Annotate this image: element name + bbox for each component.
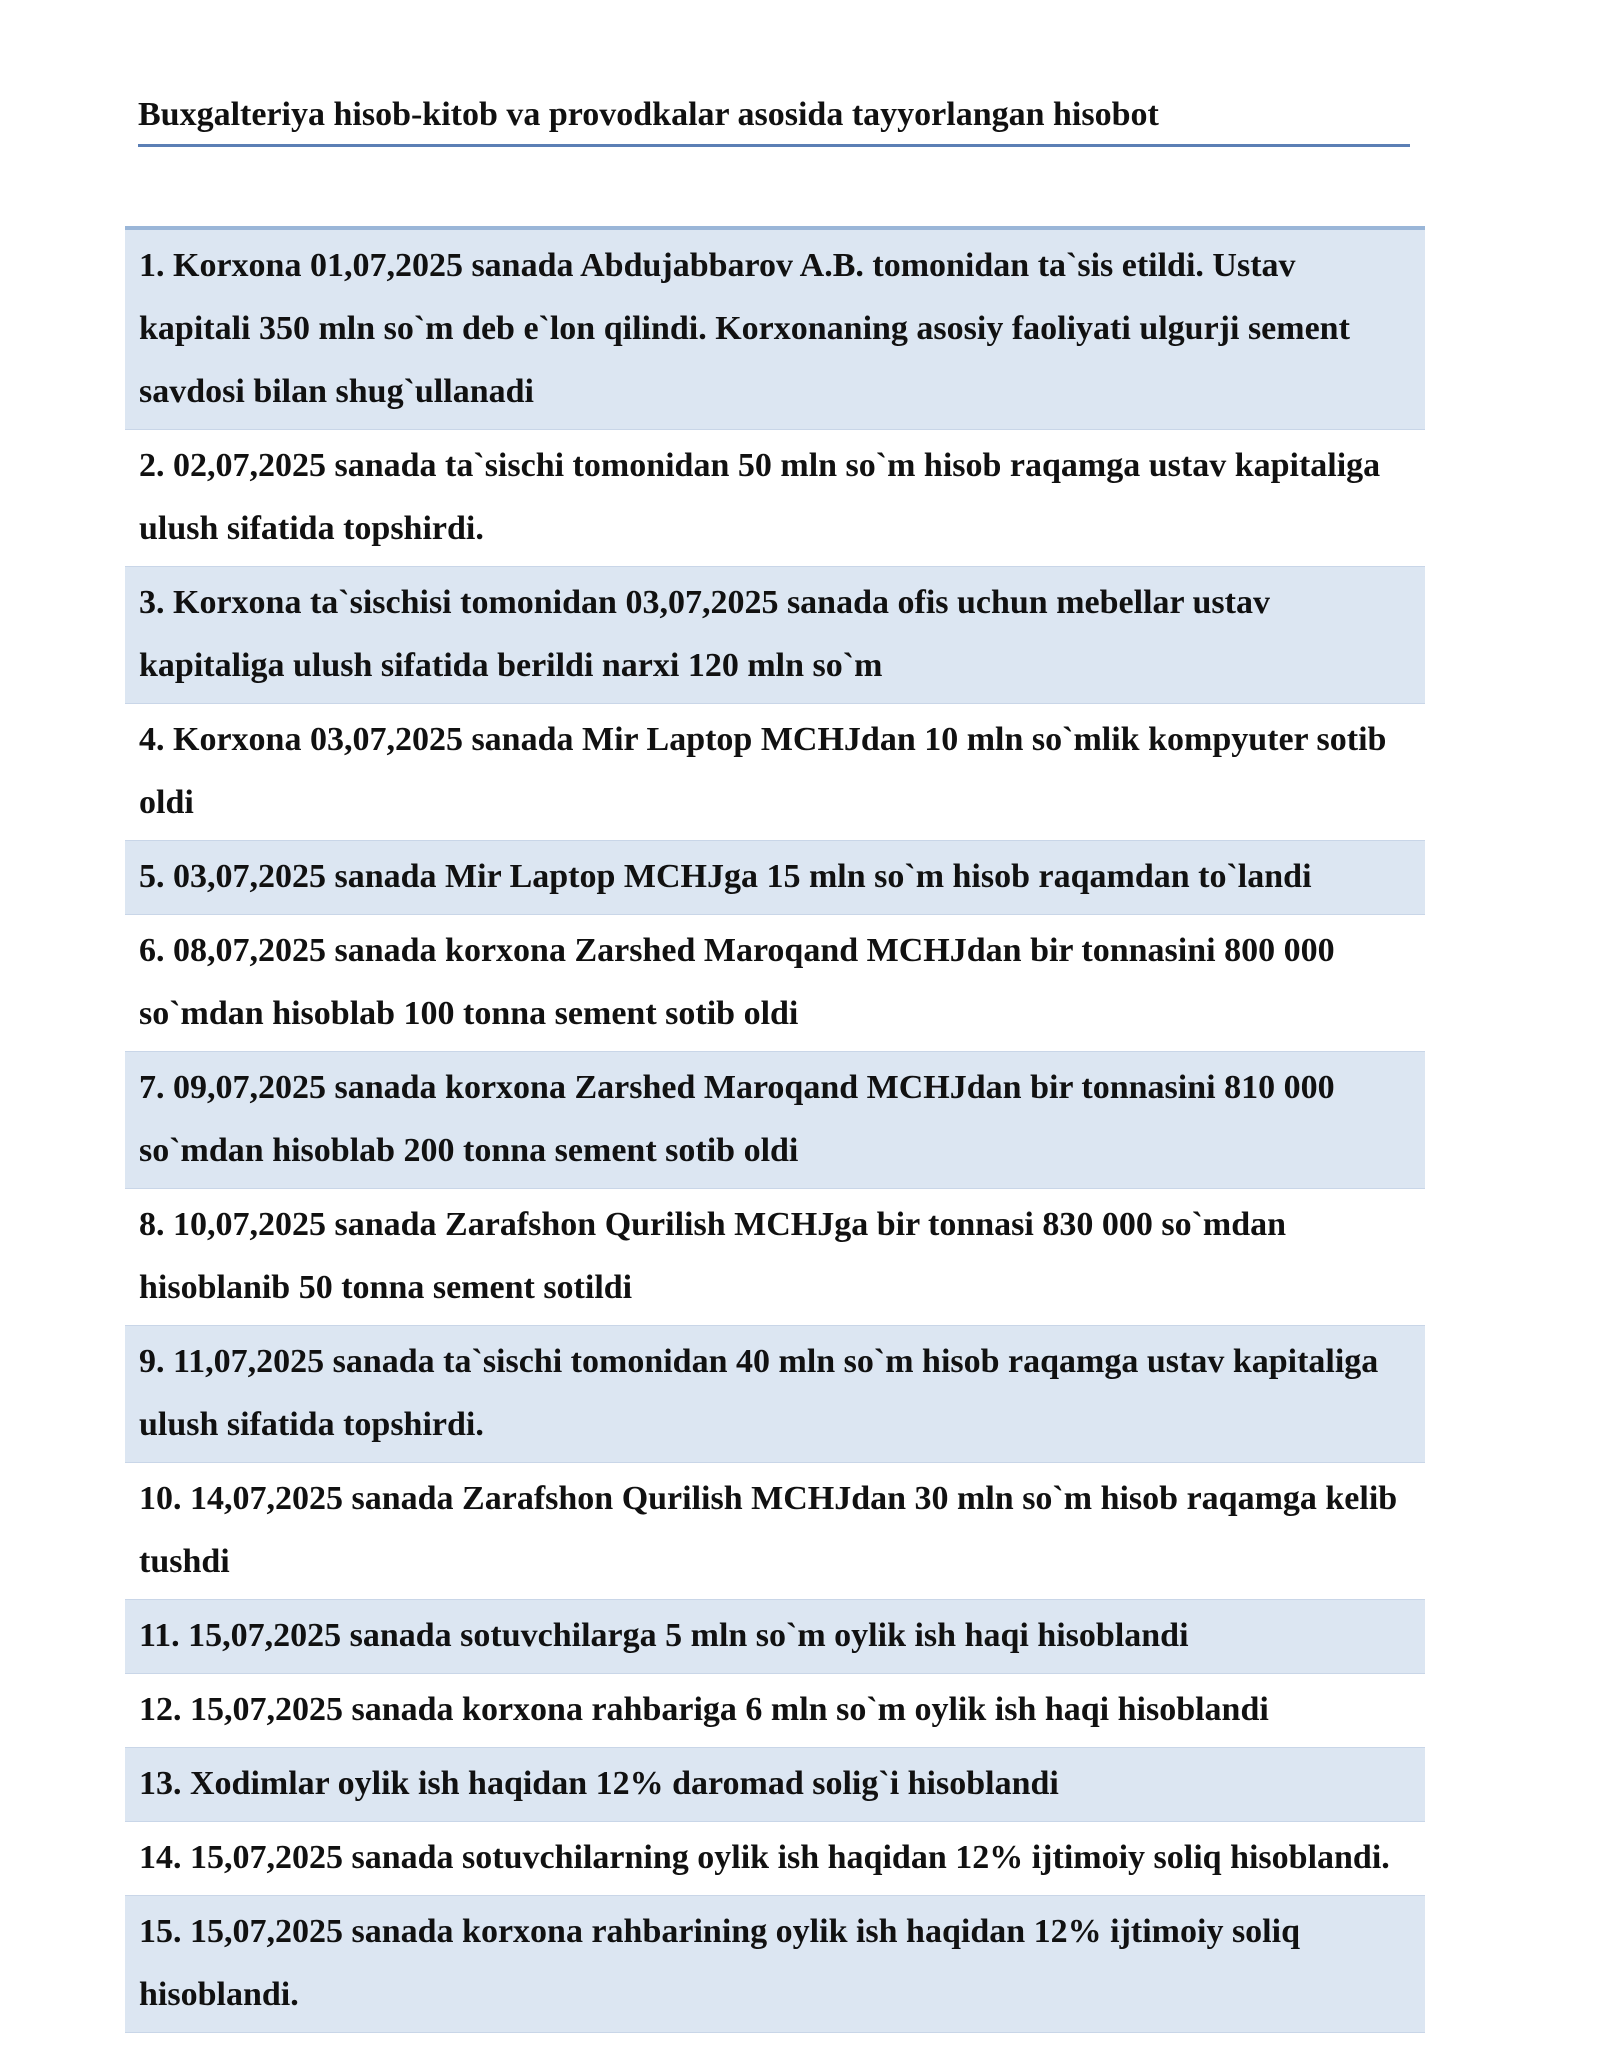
transaction-row-6: 6. 08,07,2025 sanada korxona Zarshed Maroqand MCHJdan bir tonnasini 800 000 so`mdan hisoblab 100 tonna sement sotib oldi — [125, 915, 1425, 1052]
transaction-row-15: 15. 15,07,2025 sanada korxona rahbarining oylik ish haqidan 12% ijtimoiy soliq hisoblandi. — [125, 1896, 1425, 2033]
transaction-row-8: 8. 10,07,2025 sanada Zarafshon Qurilish MCHJga bir tonnasi 830 000 so`mdan hisoblanib 50 tonna sement sotildi — [125, 1189, 1425, 1326]
document-title: Buxgalteriya hisob-kitob va provodkalar asosida tayyorlangan hisobot — [138, 96, 1159, 133]
transaction-row-3: 3. Korxona ta`sischisi tomonidan 03,07,2025 sanada ofis uchun mebellar ustav kapitaliga ulush sifatida berildi narxi 120 mln so`m — [125, 567, 1425, 704]
transaction-row-13: 13. Xodimlar oylik ish haqidan 12% daromad solig`i hisoblandi — [125, 1748, 1425, 1822]
transaction-row-7: 7. 09,07,2025 sanada korxona Zarshed Maroqand MCHJdan bir tonnasini 810 000 so`mdan hisoblab 200 tonna sement sotib oldi — [125, 1052, 1425, 1189]
transaction-row-12: 12. 15,07,2025 sanada korxona rahbariga 6 mln so`m oylik ish haqi hisoblandi — [125, 1674, 1425, 1748]
transaction-row-11: 11. 15,07,2025 sanada sotuvchilarga 5 mln so`m oylik ish haqi hisoblandi — [125, 1600, 1425, 1674]
transaction-row-14: 14. 15,07,2025 sanada sotuvchilarning oylik ish haqidan 12% ijtimoiy soliq hisoblandi. — [125, 1822, 1425, 1896]
transaction-row-1: 1. Korxona 01,07,2025 sanada Abdujabbarov A.B. tomonidan ta`sis etildi. Ustav kapitali 350 mln so`m deb e`lon qilindi. Korxonaning asosiy faoliyati ulgurji sement savdosi bilan shug`ullanadi — [125, 230, 1425, 430]
transaction-row-9: 9. 11,07,2025 sanada ta`sischi tomonidan 40 mln so`m hisob raqamga ustav kapitaliga ulush sifatida topshirdi. — [125, 1326, 1425, 1463]
transaction-row-4: 4. Korxona 03,07,2025 sanada Mir Laptop MCHJdan 10 mln so`mlik kompyuter sotib oldi — [125, 704, 1425, 841]
transaction-row-2: 2. 02,07,2025 sanada ta`sischi tomonidan 50 mln so`m hisob raqamga ustav kapitaliga ulush sifatida topshirdi. — [125, 430, 1425, 567]
title-underline — [138, 144, 1410, 147]
transaction-row-5: 5. 03,07,2025 sanada Mir Laptop MCHJga 15 mln so`m hisob raqamdan to`landi — [125, 841, 1425, 915]
transactions-table — [125, 226, 1425, 2033]
transaction-row-10: 10. 14,07,2025 sanada Zarafshon Qurilish MCHJdan 30 mln so`m hisob raqamga kelib tushdi — [125, 1463, 1425, 1600]
